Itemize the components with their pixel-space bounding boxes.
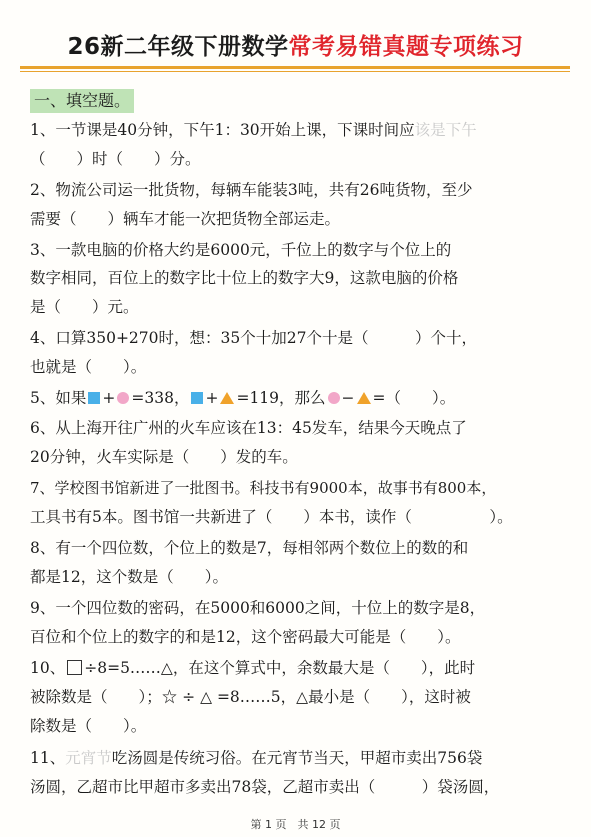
question-3-line-3: 是（ ）元。 — [30, 298, 139, 316]
section-heading: 一、填空题。 — [30, 89, 134, 113]
title-underline-thin — [20, 71, 570, 72]
question-9-line-1: 9、一个四位数的密码，在5000和6000之间，十位上的数字是8， — [30, 599, 486, 617]
blank-square-icon — [67, 660, 82, 675]
question-2-line-2: 需要（ ）辆车才能一次把货物全部运走。 — [30, 210, 341, 228]
page-footer: 第 1 页 共 12 页 — [250, 818, 341, 831]
blue-square-icon — [88, 392, 100, 404]
watermark-text: 元宵节 — [65, 749, 112, 767]
question-11-line-1: 11、元宵节吃汤圆是传统习俗。在元宵节当天，甲超市卖出756袋 — [30, 749, 483, 767]
question-1-line-1: 1、一节课是40分钟，下午1：30开始上课，下课时间应该是下午 — [30, 121, 477, 139]
question-7-line-1: 7、学校图书馆新进了一批图书。科技书有9000本，故事书有800本， — [30, 479, 497, 497]
question-8-line-1: 8、有一个四位数，个位上的数是7，每相邻两个数位上的数的和 — [30, 539, 469, 557]
question-10-line-1: 10、 ÷8=5……△，在这个算式中，余数最大是（ ），此时 — [30, 659, 476, 677]
question-4-line-2: 也就是（ ）。 — [30, 358, 147, 376]
title-underline — [20, 66, 570, 69]
watermark-text: 该是下午 — [414, 121, 477, 139]
question-6-line-2: 20分钟，火车实际是（ ）发的车。 — [30, 448, 298, 466]
orange-triangle-icon — [220, 392, 234, 404]
question-10-line-3: 除数是（ ）。 — [30, 717, 147, 735]
question-11-line-2: 汤圆，乙超市比甲超市多卖出78袋，乙超市卖出（ ）袋汤圆， — [30, 778, 500, 796]
pink-circle-icon — [117, 392, 129, 404]
question-7-line-2: 工具书有5本。图书馆一共新进了（ ）本书，读作（ ）。 — [30, 508, 513, 526]
page-title — [0, 28, 591, 61]
question-4-line-1: 4、口算350+270时，想：35个十加27个十是（ ）个十， — [30, 329, 477, 347]
question-8-line-2: 都是12，这个数是（ ）。 — [30, 568, 228, 586]
pink-circle-icon — [328, 392, 340, 404]
question-3-line-2: 数字相同，百位上的数字比十位上的数字大9，这款电脑的价格 — [30, 269, 459, 287]
question-3-line-1: 3、一款电脑的价格大约是6000元，千位上的数字与个位上的 — [30, 241, 452, 259]
question-10-line-2: 被除数是（ ）；☆ ÷ △ =8……5，△最小是（ ），这时被 — [30, 688, 471, 706]
question-6-line-1: 6、从上海开往广州的火车应该在13：45发车，结果今天晚点了 — [30, 419, 467, 437]
question-5: 5、如果 + =338， + =119，那么 − =（ ）。 — [30, 389, 456, 407]
question-1-line-2: （ ）时（ ）分。 — [30, 150, 201, 168]
title-part-black: 26新二年级下册数学 — [67, 34, 289, 60]
question-9-line-2: 百位和个位上的数字的和是12，这个密码最大可能是（ ）。 — [30, 628, 461, 646]
orange-triangle-icon — [357, 392, 371, 404]
blue-square-icon — [191, 392, 203, 404]
question-2-line-1: 2、物流公司运一批货物，每辆车能装3吨，共有26吨货物，至少 — [30, 181, 473, 199]
title-part-red: 常考易错真题专项练习 — [288, 34, 524, 60]
